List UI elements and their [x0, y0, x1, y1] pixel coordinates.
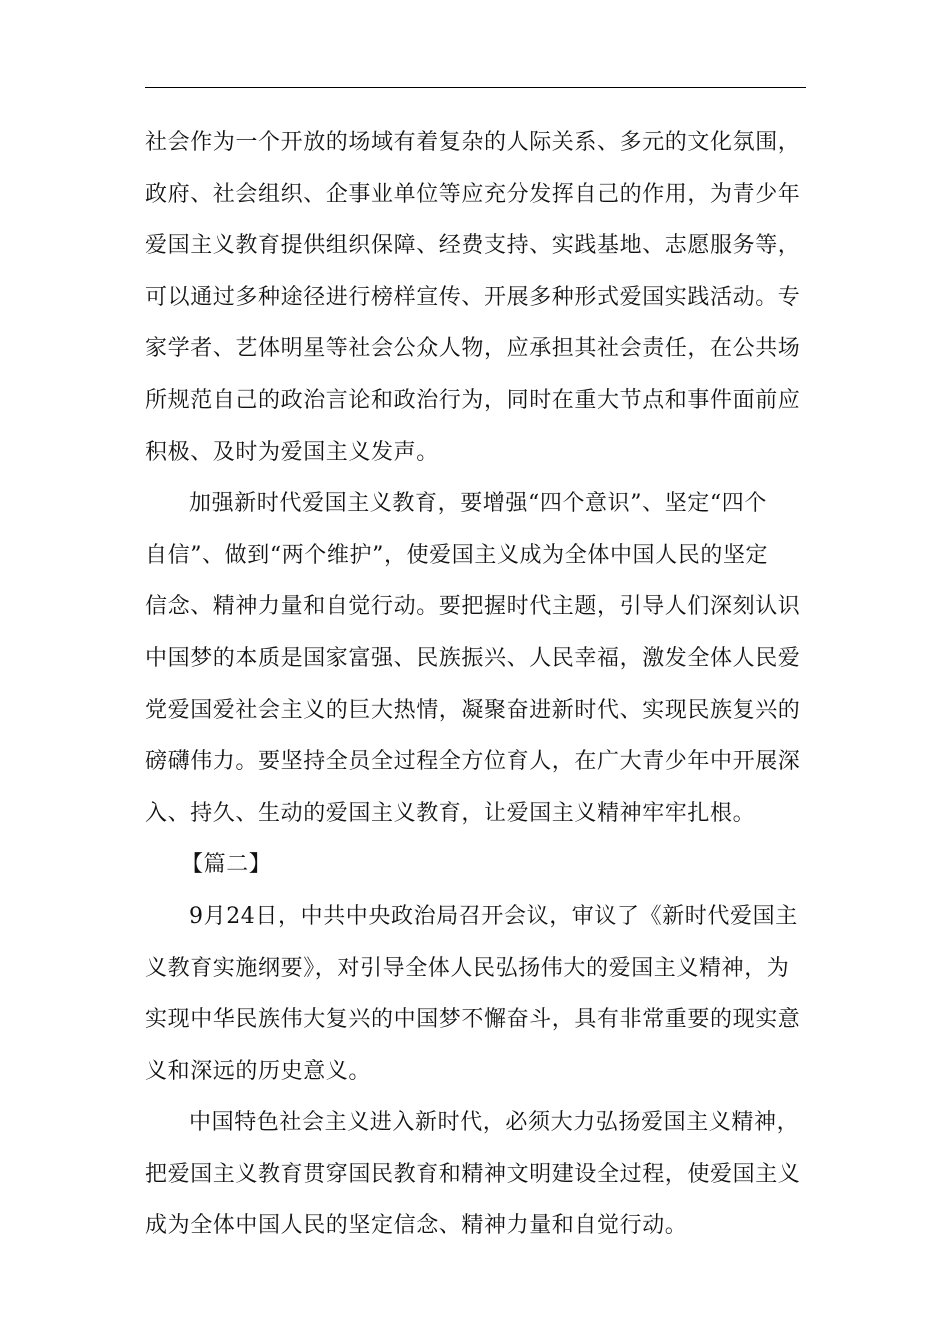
- text-line: 党爱国爱社会主义的巨大热情，凝聚奋进新时代、实现民族复兴的: [145, 697, 801, 723]
- text-line: 积极、及时为爱国主义发声。: [145, 439, 439, 465]
- section-heading: 【篇二】: [181, 852, 272, 878]
- text-line: 中国特色社会主义进入新时代，必须大力弘扬爱国主义精神，: [189, 1110, 800, 1136]
- text-line: 把爱国主义教育贯穿国民教育和精神文明建设全过程，使爱国主义: [145, 1161, 801, 1187]
- document-body: [145, 117, 815, 1252]
- text-line: 爱国主义教育提供组织保障、经费支持、实践基地、志愿服务等，: [145, 233, 801, 259]
- text-line: 可以通过多种途径进行榜样宣传、开展多种形式爱国实践活动。专: [145, 284, 801, 310]
- text-line: 所规范自己的政治言论和政治行为，同时在重大节点和事件面前应: [145, 387, 801, 413]
- text-line: 信念、精神力量和自觉行动。要把握时代主题，引导人们深刻认识: [145, 594, 801, 620]
- text-line: 实现中华民族伟大复兴的中国梦不懈奋斗，具有非常重要的现实意: [145, 1007, 801, 1033]
- text-line: 成为全体中国人民的坚定信念、精神力量和自觉行动。: [145, 1213, 688, 1239]
- text-line: 义和深远的历史意义。: [145, 1058, 372, 1084]
- text-line: 自信”、做到“两个维护”，使爱国主义成为全体中国人民的坚定: [145, 542, 769, 568]
- header-rule: [145, 87, 806, 88]
- text-line: 社会作为一个开放的场域有着复杂的人际关系、多元的文化氛围，: [145, 130, 801, 155]
- text-line: 义教育实施纲要》，对引导全体人民弘扬伟大的爱国主义精神，为: [145, 955, 790, 981]
- text-line: 加强新时代爱国主义教育，要增强“四个意识”、坚定“四个: [189, 491, 767, 517]
- text-line: 磅礴伟力。要坚持全员全过程全方位育人，在广大青少年中开展深: [145, 749, 801, 775]
- text-line: 9月24日，中共中央政治局召开会议，审议了《新时代爱国主: [189, 903, 798, 929]
- text-line: 家学者、艺体明星等社会公众人物，应承担其社会责任，在公共场: [145, 336, 801, 362]
- text-line: 入、持久、生动的爱国主义教育，让爱国主义精神牢牢扎根。: [145, 800, 756, 826]
- text-line: 政府、社会组织、企事业单位等应充分发挥自己的作用，为青少年: [145, 181, 801, 207]
- text-line: 中国梦的本质是国家富强、民族振兴、人民幸福，激发全体人民爱: [145, 645, 801, 671]
